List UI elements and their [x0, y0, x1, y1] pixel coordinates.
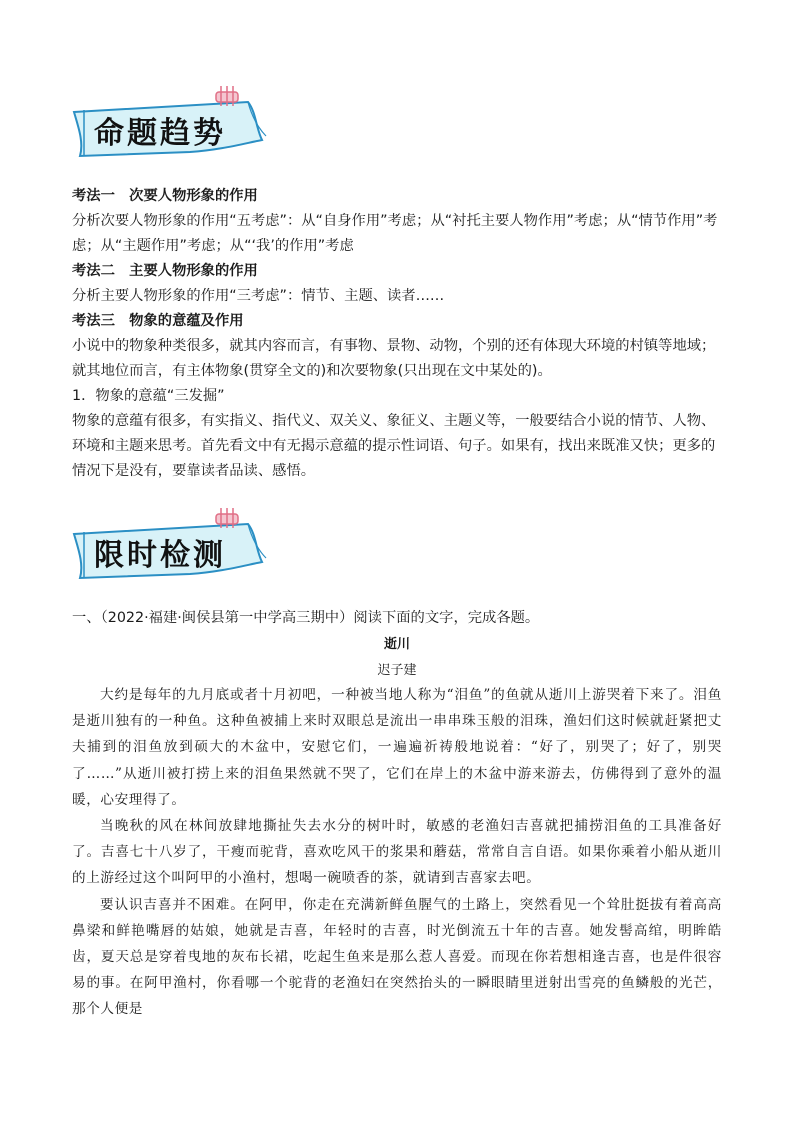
method-1-title: 考法一 次要人物形象的作用: [72, 188, 258, 204]
method-3-title: 考法三 物象的意蕴及作用: [72, 313, 244, 329]
article-paragraph: 大约是每年的九月底或者十月初吧，一种被当地人称为“泪鱼”的鱼就从逝川上游哭着下来了。泪鱼是逝川独有的一种鱼。这种鱼被捕上来时双眼总是流出一串串珠玉般的泪珠，渔妇们这时候就赶紧把丈夫捕到的泪鱼放到硕大的木盆中，安慰它们，一遍遍祈祷般地说着：“好了，别哭了；好了，别哭了……”从逝川被打捞上来的泪鱼果然就不哭了，它们在岸上的木盆中游来游去，仿佛得到了意外的温暖，心安理得了。: [72, 687, 722, 808]
section-banner-trend: [70, 98, 270, 160]
method-2-text: 分析主要人物形象的作用“三考虑”：情节、主题、读者……: [72, 288, 445, 304]
article-body: [72, 682, 722, 1023]
question-intro: 一、（2022·福建·闽侯县第一中学高三期中）阅读下面的文字，完成各题。: [72, 610, 540, 626]
article-title: 逝川: [383, 637, 410, 652]
article-paragraph: 要认识吉喜并不困难。在阿甲，你走在充满新鲜鱼腥气的土路上，突然看见一个耸肚挺拔有着高高鼻梁和鲜艳嘴唇的姑娘，她就是吉喜，年轻时的吉喜，时光倒流五十年的吉喜。她发髻高绾，明眸皓齿，夏天总是穿着曳地的灰布长裙，吃起生鱼来是那么惹人喜爱。而现在你若想相逢吉喜，也是件很容易的事。在阿甲渔村，你看哪一个驼背的老渔妇在突然抬头的一瞬眼睛里迸射出雪亮的鱼鳞般的光芒，那个人便是: [72, 896, 722, 1018]
method-1-text: 分析次要人物形象的作用“五考虑”：从“自身作用”考虑；从“衬托主要人物作用”考虑；从“情节作用”考虑；从“主题作用”考虑；从“‘我’的作用”考虑: [72, 213, 718, 254]
article-author: 迟子建: [377, 663, 417, 678]
banner-title-test: 限时检测: [94, 538, 226, 573]
article-paragraph: 当晚秋的风在林间放肆地撕扯失去水分的树叶时，敏感的老渔妇吉喜就把捕捞泪鱼的工具准备好了。吉喜七十八岁了，干瘦而驼背，喜欢吃风干的浆果和蘑菇，常常自言自语。如果你乘着小船从逝川的上游经过这个叫阿甲的小渔村，想喝一碗喷香的茶，就请到吉喜家去吧。: [72, 818, 722, 887]
banner-title-trend: 命题趋势: [94, 116, 226, 151]
section-banner-test: [70, 520, 270, 582]
method-2-title: 考法二 主要人物形象的作用: [72, 263, 258, 279]
method-3-text: 小说中的物象种类很多，就其内容而言，有事物、景物、动物，个别的还有体现大环境的村镇等地域；就其地位而言，有主体物象(贯穿全文的)和次要物象(只出现在文中某处的)。: [72, 338, 716, 379]
sub-point-1-title: 1．物象的意蕴“三发掘”: [72, 388, 225, 404]
sub-point-1-text: 物象的意蕴有很多，有实指义、指代义、双关义、象征义、主题义等，一般要结合小说的情节、人物、环境和主题来思考。首先看文中有无揭示意蕴的提示性词语、句子。如果有，找出来既准又快；更多的情况下是没有，要靠读者品读、感悟。: [72, 413, 716, 479]
trend-section: [72, 184, 722, 484]
